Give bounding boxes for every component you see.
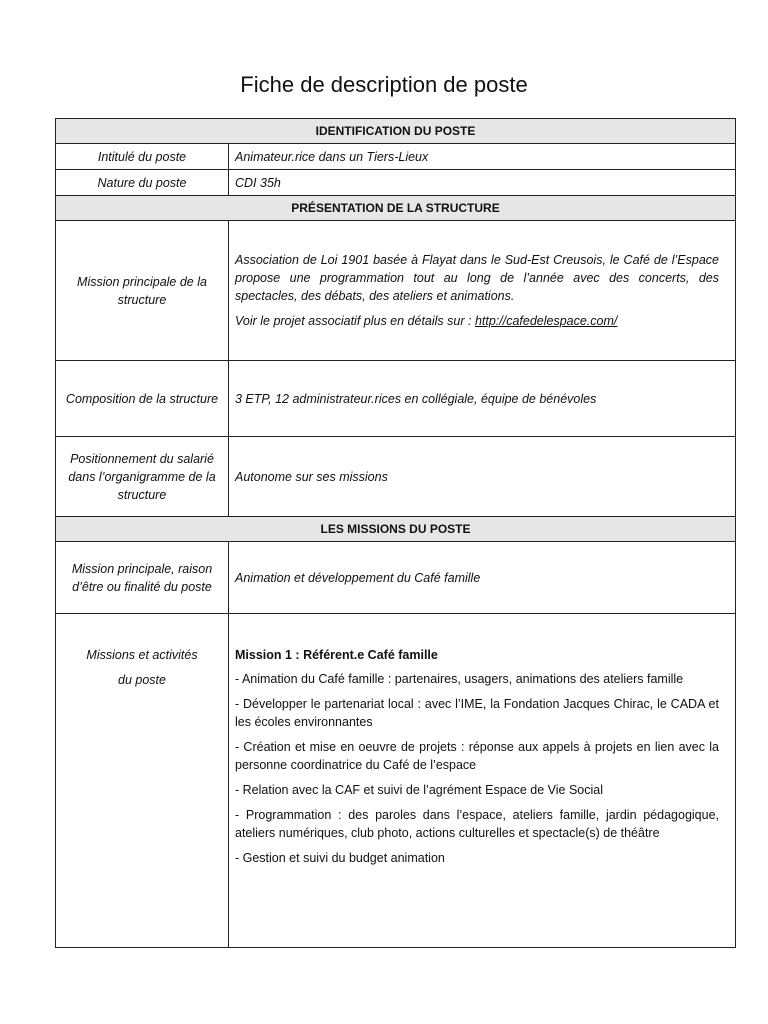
website-link[interactable]: http://cafedelespace.com/ — [474, 314, 618, 328]
structure-mission-text: Association de Loi 1901 basée à Flayat dans le Sud-Est Creusois, le Café de l’Espace propose une programmation tout au long de l’année avec des concerts, des spectacles, des débats, des ateliers et animations. — [235, 253, 719, 303]
list-item: - Programmation : des paroles dans l’espace, ateliers famille, jardin pédagogique, ateliers numériques, club photo, actions culturelles et spectacle(s) de théâtre — [235, 808, 719, 840]
row-value: Animation et développement du Café famille — [229, 542, 736, 614]
list-item: - Relation avec la CAF et suivi de l’agrément Espace de Vie Social — [235, 783, 604, 797]
row-label: Nature du poste — [56, 170, 229, 196]
section-header: IDENTIFICATION DU POSTE — [56, 119, 736, 144]
table-row — [56, 437, 736, 517]
section-identification — [56, 119, 736, 144]
list-item: - Animation du Café famille : partenaires, usagers, animations des ateliers famille — [235, 672, 684, 686]
row-label: Positionnement du salarié dans l’organigramme de la structure — [56, 437, 229, 517]
list-item: - Gestion et suivi du budget animation — [235, 851, 445, 865]
row-value: Animateur.rice dans un Tiers-Lieux — [229, 144, 736, 170]
table-row — [56, 542, 736, 614]
row-label: Intitulé du poste — [56, 144, 229, 170]
section-missions — [56, 517, 736, 542]
row-label: Composition de la structure — [56, 361, 229, 437]
row-value: Autonome sur ses missions — [229, 437, 736, 517]
row-value: 3 ETP, 12 administrateur.rices en collégiale, équipe de bénévoles — [229, 361, 736, 437]
mission-title: Mission 1 : Référent.e Café famille — [235, 648, 438, 662]
section-header: PRÉSENTATION DE LA STRUCTURE — [56, 196, 736, 221]
table-row — [56, 144, 736, 170]
row-label: Missions et activités — [86, 648, 198, 662]
row-label: du poste — [118, 673, 166, 687]
table-row — [56, 221, 736, 361]
list-item: - Création et mise en oeuvre de projets : réponse aux appels à projets en lien avec la personne coordinatrice du Café de l’espace — [235, 740, 719, 772]
row-label: Mission principale, raison d’être ou finalité du poste — [56, 542, 229, 614]
document-title: Fiche de description de poste — [240, 72, 528, 97]
table-row — [56, 614, 736, 948]
link-prefix: Voir le projet associatif plus en détails sur : — [235, 314, 475, 328]
row-label: Mission principale de la structure — [56, 221, 229, 361]
list-item: - Développer le partenariat local : avec l’IME, la Fondation Jacques Chirac, le CADA et les écoles environnantes — [235, 697, 719, 729]
section-header: LES MISSIONS DU POSTE — [56, 517, 736, 542]
job-description-table — [55, 118, 736, 948]
row-value: CDI 35h — [229, 170, 736, 196]
section-structure — [56, 196, 736, 221]
table-row — [56, 361, 736, 437]
table-row — [56, 170, 736, 196]
